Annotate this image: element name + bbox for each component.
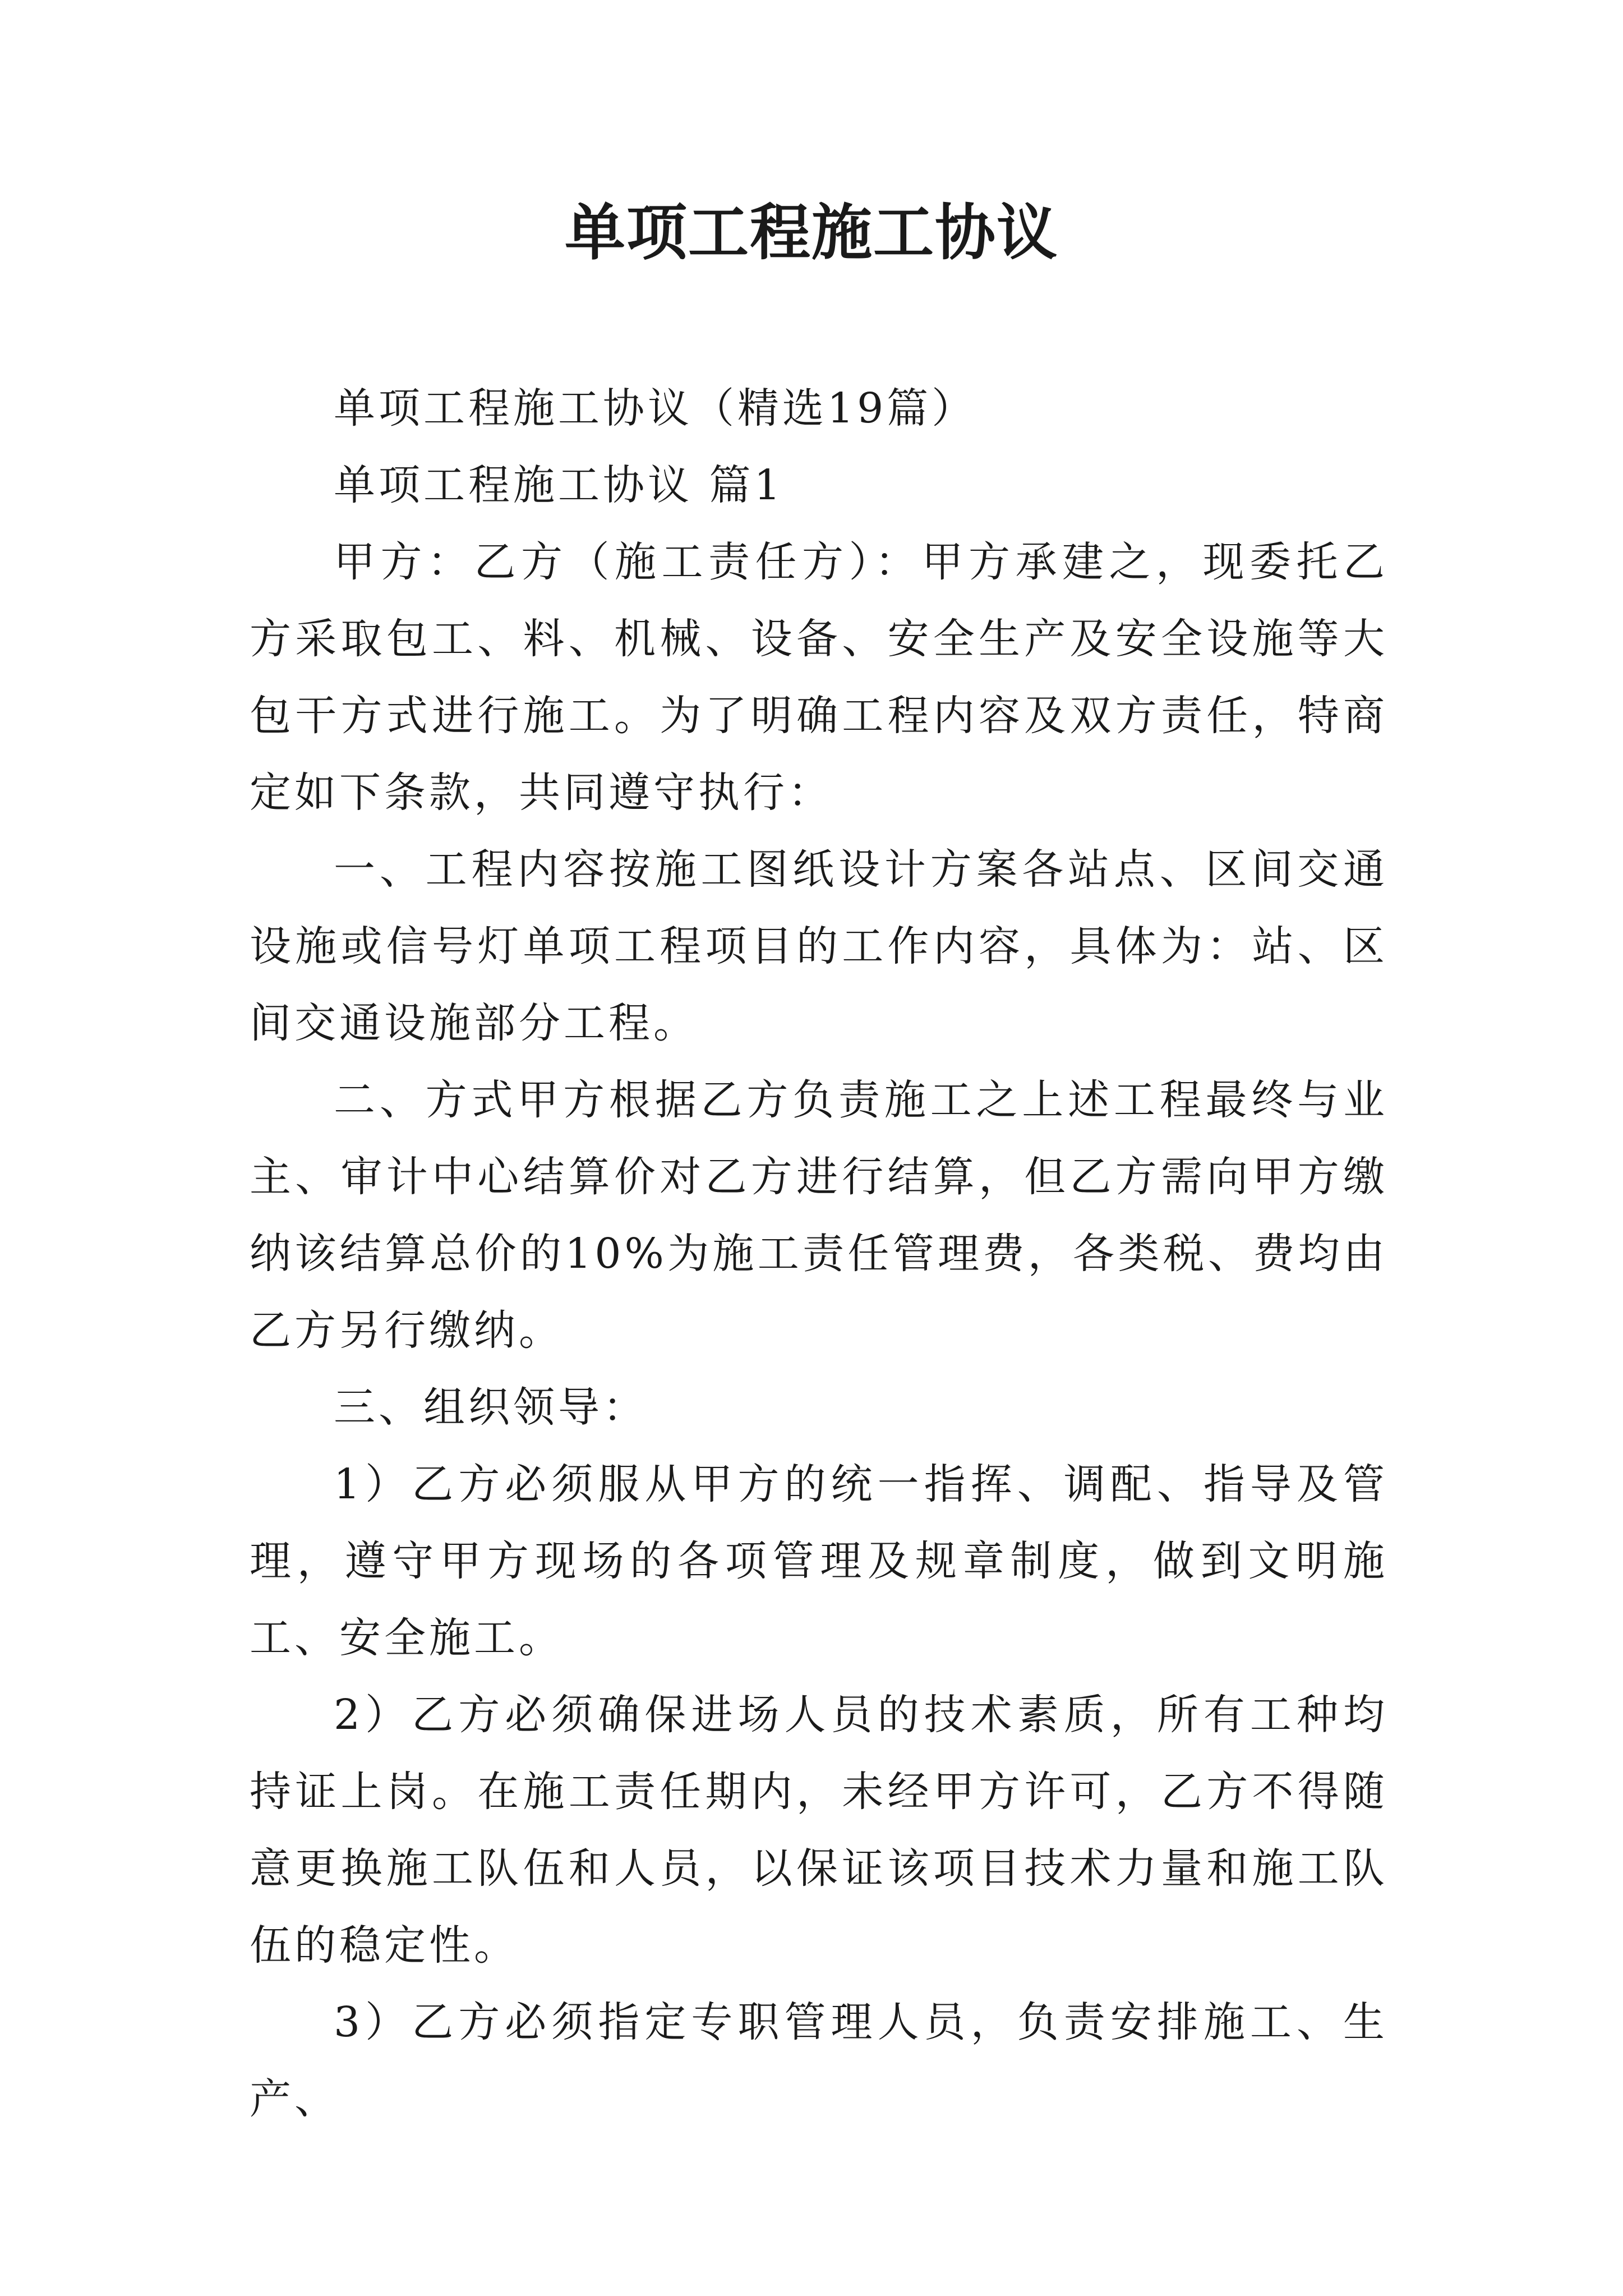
document-body xyxy=(250,370,1388,2138)
paragraph-item-1: 1）乙方必须服从甲方的统一指挥、调配、指导及管理，遵守甲方现场的各项管理及规章制度，做到文明施工、安全施工。 xyxy=(250,1460,1388,1662)
paragraph-subtitle: 单项工程施工协议（精选19篇） xyxy=(334,384,977,432)
paragraph-clause-3: 三、组织领导： xyxy=(334,1383,648,1432)
paragraph-clause-1: 一、工程内容按施工图纸设计方案各站点、区间交通设施或信号灯单项工程项目的工作内容，具体为：站、区间交通设施部分工程。 xyxy=(250,845,1388,1047)
document-title: 单项工程施工协议 xyxy=(564,197,1058,268)
paragraph-clause-2: 二、方式甲方根据乙方负责施工之上述工程最终与业主、审计中心结算价对乙方进行结算，但乙方需向甲方缴纳该结算总价的10%为施工责任管理费，各类税、费均由乙方另行缴纳。 xyxy=(250,1076,1388,1355)
paragraph-item-2: 2）乙方必须确保进场人员的技术素质，所有工种均持证上岗。在施工责任期内，未经甲方许可，乙方不得随意更换施工队伍和人员，以保证该项目技术力量和施工队伍的稳定性。 xyxy=(250,1691,1388,1970)
paragraph-item-3: 3）乙方必须指定专职管理人员，负责安排施工、生产、 xyxy=(250,1998,1388,2123)
paragraph-section-heading: 单项工程施工协议 篇1 xyxy=(334,461,784,509)
paragraph-parties: 甲方：乙方（施工责任方）：甲方承建之，现委托乙方采取包工、料、机械、设备、安全生产及安全设施等大包干方式进行施工。为了明确工程内容及双方责任，特商定如下条款，共同遵守执行： xyxy=(250,538,1388,817)
